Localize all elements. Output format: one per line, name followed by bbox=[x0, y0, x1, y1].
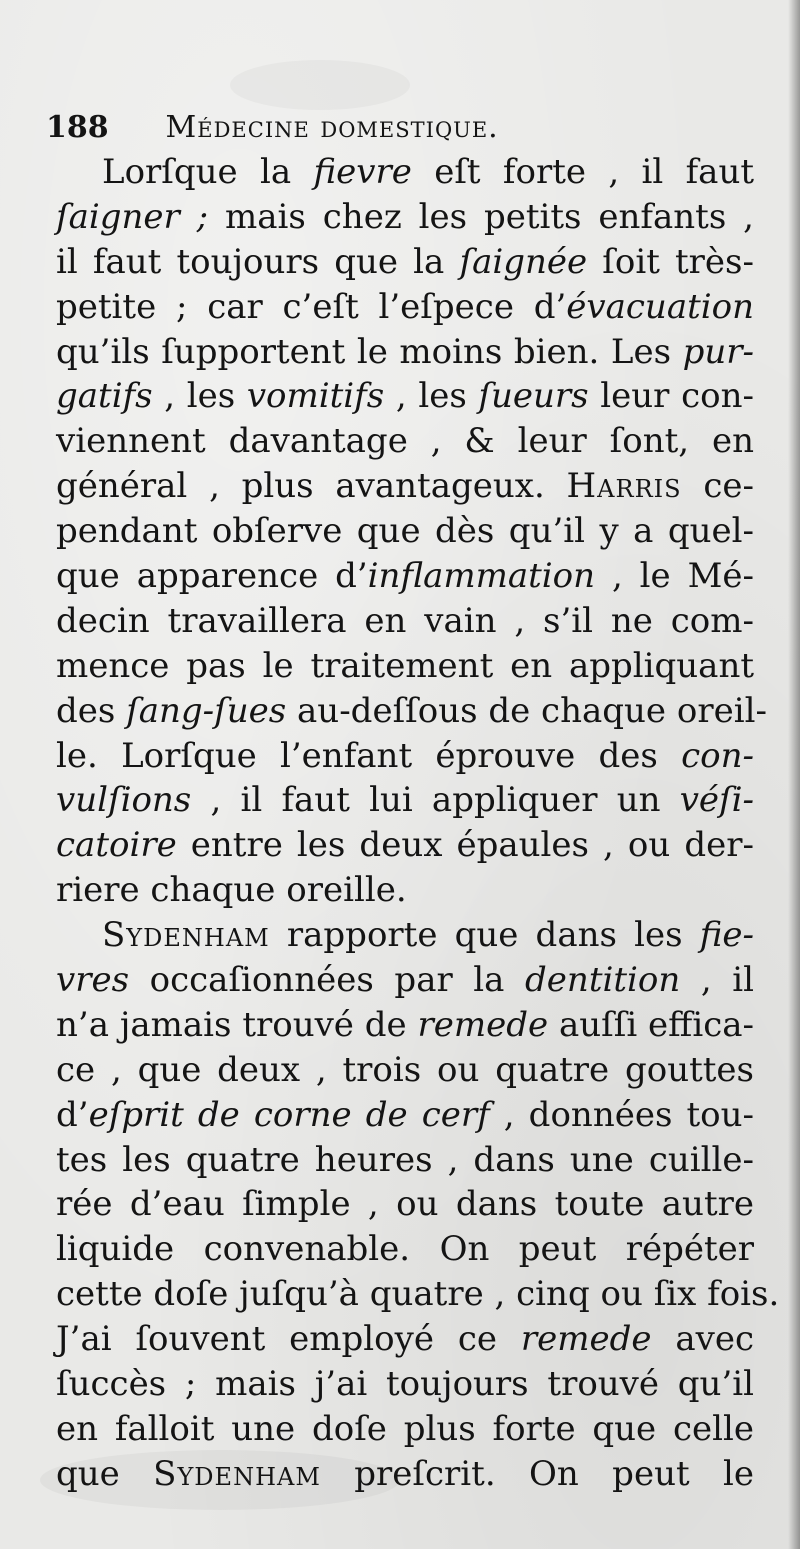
text-run: que bbox=[56, 1453, 154, 1494]
text-line bbox=[56, 1182, 754, 1227]
text-line bbox=[56, 374, 754, 419]
text-line bbox=[56, 1317, 754, 1362]
text-run: entre les deux épaules , ou der- bbox=[176, 825, 754, 866]
text-run: ſuccès ; mais j’ai toujours trouvé qu’il bbox=[56, 1364, 754, 1405]
text-run: , il faut lui appliquer un bbox=[191, 780, 680, 821]
text-run: que apparence d’ bbox=[56, 556, 368, 597]
text-run: ce- bbox=[681, 466, 754, 507]
paper-stain bbox=[230, 60, 410, 110]
italic-term: vomitifs bbox=[246, 376, 385, 417]
text-line bbox=[56, 1003, 754, 1048]
italic-term: remede bbox=[520, 1319, 652, 1360]
italic-term: vulſions bbox=[56, 780, 192, 821]
running-title: Médecine domestique. bbox=[165, 110, 499, 145]
text-line bbox=[56, 1272, 780, 1317]
text-run: , les bbox=[384, 376, 479, 417]
italic-term: véſi- bbox=[679, 780, 754, 821]
text-run: leur con- bbox=[588, 376, 754, 417]
text-line bbox=[56, 1407, 754, 1452]
text-run: mais chez les petits enfants , bbox=[208, 196, 754, 237]
text-line bbox=[56, 509, 754, 554]
text-run: rée d’eau ſimple , ou dans toute autre bbox=[56, 1184, 754, 1225]
text-run: petite ; car c’eſt l’eſpece d’ bbox=[56, 286, 567, 327]
text-line bbox=[56, 1048, 754, 1093]
text-run: Lorſque la bbox=[102, 152, 314, 192]
text-line bbox=[56, 240, 754, 285]
text-run: occaſionnées par la bbox=[129, 960, 526, 1001]
italic-term: catoire bbox=[56, 825, 177, 866]
text-line bbox=[56, 778, 754, 823]
text-line bbox=[56, 464, 754, 509]
text-run: preſcrit. On peut le bbox=[320, 1453, 754, 1494]
italic-term: ſaigner ; bbox=[56, 196, 209, 237]
text-run: n’a jamais trouvé de bbox=[56, 1004, 418, 1045]
author-name: Sydenham bbox=[153, 1453, 321, 1494]
text-line bbox=[56, 599, 754, 644]
text-line bbox=[56, 1227, 754, 1272]
italic-term: fie- bbox=[699, 915, 754, 956]
text-line bbox=[56, 1452, 754, 1497]
text-line bbox=[56, 330, 754, 375]
text-run: d’ bbox=[56, 1094, 89, 1135]
text-line bbox=[56, 1138, 754, 1183]
text-run: , les bbox=[152, 376, 247, 417]
text-line bbox=[56, 419, 754, 464]
text-run: pendant obſerve que dès qu’il y a quel- bbox=[56, 511, 754, 552]
running-header bbox=[46, 108, 746, 148]
italic-term: remede bbox=[417, 1004, 549, 1045]
text-run: tes les quatre heures , dans une cuille- bbox=[56, 1139, 754, 1180]
text-line bbox=[56, 644, 754, 689]
text-run: riere chaque oreille. bbox=[56, 870, 407, 911]
text-line bbox=[56, 689, 767, 734]
text-run: , données tou- bbox=[489, 1094, 755, 1135]
italic-term: vres bbox=[56, 960, 130, 1001]
text-line bbox=[56, 285, 754, 330]
text-run: avec bbox=[651, 1319, 754, 1360]
text-line bbox=[56, 1093, 754, 1138]
text-run: ce , que deux , trois ou quatre gouttes bbox=[56, 1049, 754, 1090]
text-run: le. Lorſque l’enfant éprouve des bbox=[56, 735, 682, 776]
italic-term: ſaignée bbox=[459, 241, 588, 282]
text-line bbox=[56, 150, 754, 195]
italic-term: eſprit de corne de cerf bbox=[88, 1094, 490, 1135]
text-run: il faut toujours que la bbox=[56, 241, 460, 282]
text-line bbox=[56, 823, 754, 868]
italic-term: fievre bbox=[313, 152, 412, 192]
author-name: Sydenham bbox=[102, 915, 270, 956]
text-run: , il bbox=[680, 960, 755, 1001]
text-run: , le Mé- bbox=[595, 556, 754, 597]
text-run: viennent davantage , & leur ſont, en bbox=[56, 421, 754, 462]
page-gutter-shadow bbox=[788, 0, 800, 1549]
italic-term: évacuation bbox=[566, 286, 754, 327]
page-number: 188 bbox=[46, 110, 109, 145]
text-run: J’ai ſouvent employé ce bbox=[56, 1319, 521, 1360]
italic-term: ſang-ſues bbox=[126, 690, 287, 731]
body-text bbox=[56, 150, 780, 1497]
text-run: liquide convenable. On peut répéter bbox=[56, 1229, 754, 1270]
text-run: ſoit très- bbox=[587, 241, 754, 282]
italic-term: pur- bbox=[682, 331, 754, 372]
text-run: rapporte que dans les bbox=[269, 915, 700, 956]
text-line bbox=[56, 1362, 754, 1407]
text-line bbox=[56, 868, 754, 913]
italic-term: gatifs bbox=[56, 376, 153, 417]
text-line bbox=[56, 958, 754, 1003]
text-run: en falloit une doſe plus forte que celle bbox=[56, 1408, 754, 1449]
italic-term: inflammation bbox=[367, 556, 596, 597]
text-run: des bbox=[56, 690, 127, 731]
text-line bbox=[56, 195, 754, 240]
text-run: mence pas le traitement en appliquant bbox=[56, 645, 754, 686]
author-name: Harris bbox=[566, 466, 682, 507]
text-run: général , plus avantageux. bbox=[56, 466, 567, 507]
italic-term: dentition bbox=[525, 960, 681, 1001]
text-run: cette doſe juſqu’à quatre , cinq ou ſix fois. bbox=[56, 1274, 780, 1315]
text-line bbox=[56, 554, 754, 599]
text-run: qu’ils ſupportent le moins bien. Les bbox=[56, 331, 683, 372]
text-run: auſſi effica- bbox=[548, 1004, 754, 1045]
text-line bbox=[56, 913, 754, 958]
text-line bbox=[56, 734, 754, 779]
italic-term: con- bbox=[681, 735, 754, 776]
text-run: eſt forte , il faut bbox=[411, 152, 755, 192]
italic-term: ſueurs bbox=[478, 376, 589, 417]
text-run: au-deſſous de chaque oreil- bbox=[286, 690, 767, 731]
text-run: decin travaillera en vain , s’il ne com- bbox=[56, 600, 754, 641]
